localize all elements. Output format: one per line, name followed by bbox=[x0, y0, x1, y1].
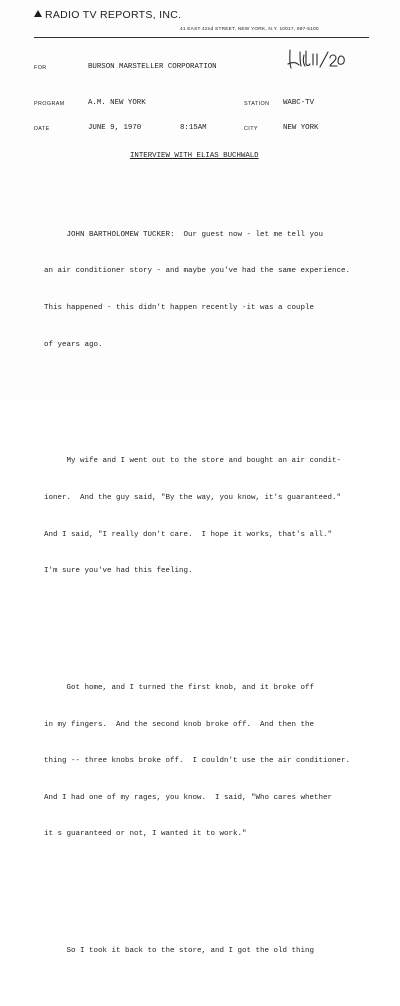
text-line: JOHN BARTHOLOMEW TUCKER: Our guest now - let me tell you bbox=[44, 230, 324, 239]
city-label: CITY bbox=[244, 126, 258, 132]
station-value: WABC-TV bbox=[283, 99, 315, 107]
station-label: STATION bbox=[244, 101, 270, 107]
text-line: My wife and I went out to the store and bought an air condit- bbox=[44, 457, 342, 466]
text-line: thing -- three knobs broke off. I couldn't use the air conditioner. bbox=[44, 757, 351, 766]
date-label: DATE bbox=[34, 126, 50, 132]
company-name: RADIO TV REPORTS, INC. bbox=[45, 9, 182, 21]
document-title: INTERVIEW WITH ELIAS BUCHWALD bbox=[130, 152, 259, 160]
city-value: NEW YORK bbox=[283, 124, 319, 132]
date-value: JUNE 9, 1970 bbox=[88, 124, 142, 132]
text-line: Got home, and I turned the first knob, and it broke off bbox=[44, 684, 315, 692]
paragraph bbox=[44, 921, 389, 982]
text-line: in my fingers. And the second knob broke off. And then the bbox=[44, 720, 315, 729]
text-line: it s guaranteed or not, I wanted it to work." bbox=[44, 830, 247, 839]
for-label: FOR bbox=[34, 65, 47, 71]
for-value: BURSON MARSTELLER CORPORATION bbox=[88, 63, 217, 71]
time-value: 8:15AM bbox=[180, 124, 207, 132]
text-line: And I had one of my rages, you know. I said, "Who cares whether bbox=[44, 793, 333, 802]
paragraph-gap bbox=[44, 889, 389, 896]
letterhead-logo bbox=[34, 9, 181, 21]
text-line: an air conditioner story - and maybe you've had the same experience. bbox=[44, 267, 351, 276]
program-value: A.M. NEW YORK bbox=[88, 99, 146, 107]
paragraph-gap bbox=[44, 626, 389, 633]
paragraph bbox=[44, 658, 389, 865]
text-line: And I said, "I really don't care. I hope it works, that's all." bbox=[44, 530, 333, 539]
paragraph bbox=[44, 431, 389, 602]
text-line: I'm sure you've had this feeling. bbox=[44, 567, 193, 576]
paragraph bbox=[44, 204, 389, 375]
logo-mark-icon bbox=[34, 10, 42, 17]
transcript-body bbox=[44, 180, 389, 1006]
paragraph-gap bbox=[44, 400, 389, 407]
handwritten-annotation bbox=[286, 46, 352, 70]
text-line: of years ago. bbox=[44, 340, 103, 349]
program-label: PROGRAM bbox=[34, 101, 65, 107]
company-address: 41 EAST 42nd STREET, NEW YORK, N.Y. 10017, 697-5100 bbox=[180, 27, 319, 32]
text-line: ioner. And the guy said, "By the way, you know, it's guaranteed." bbox=[44, 494, 342, 502]
letterhead-divider bbox=[34, 37, 369, 38]
text-line: This happened - this didn't happen recently -it was a couple bbox=[44, 304, 315, 312]
text-line: So I took it back to the store, and I got the old thing bbox=[44, 947, 315, 956]
